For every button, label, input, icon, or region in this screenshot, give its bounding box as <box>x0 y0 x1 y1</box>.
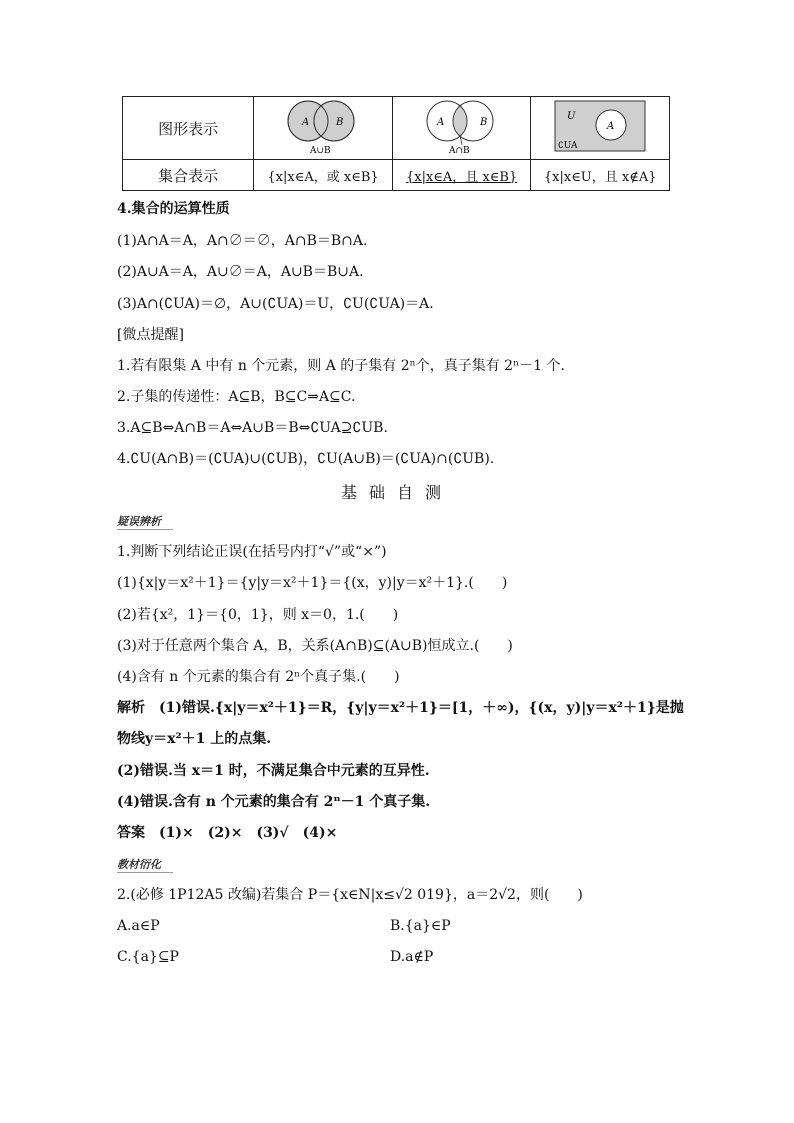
venn-intersection-label-b: B <box>479 117 487 128</box>
venn-intersection-cell <box>392 97 531 160</box>
option-b: B.{a}∈P <box>390 918 451 934</box>
section-tag-textbook: 教材衍化 <box>117 856 173 873</box>
venn-union-cell <box>254 97 393 160</box>
analysis-line-2: (2)错误.当 x＝1 时，不满足集合中元素的互异性. <box>117 763 430 779</box>
row-header-figure: 图形表示 <box>123 97 254 160</box>
tip-2: 2.子集的传递性：A⊆B，B⊆C⇒A⊆C. <box>117 389 356 405</box>
venn-intersection-label-a: A <box>436 117 444 128</box>
venn-complement-diagram <box>545 97 655 155</box>
analysis-line-3: (4)错误.含有 n 个元素的集合有 2ⁿ－1 个真子集. <box>117 794 431 810</box>
section-tag-misconceptions: 疑误辨析 <box>117 513 173 530</box>
property-line-2: (2)A∪A＝A，A∪∅＝A，A∪B＝B∪A. <box>117 264 364 280</box>
option-c: C.{a}⊆P <box>117 949 179 965</box>
set-operations-table <box>122 96 670 191</box>
tip-3: 3.A⊆B⇔A∩B＝A⇔A∪B＝B⇔∁UA⊇∁UB. <box>117 420 388 436</box>
venn-union-diagram <box>268 97 378 155</box>
venn-union-caption: A∪B <box>310 146 331 155</box>
analysis-line-1: 解析 (1)错误.{x|y＝x²＋1}＝R，{y|y＝x²＋1}＝[1，＋∞)，{(x，y)|y＝x²＋1}是抛 <box>117 700 684 716</box>
question-1-statement-4: (4)含有 n 个元素的集合有 2ⁿ个真子集.( ) <box>117 669 400 685</box>
tip-4: 4.∁U(A∩B)＝(∁UA)∪(∁UB)，∁U(A∪B)＝(∁UA)∩(∁UB). <box>117 451 495 467</box>
venn-complement-caption: ∁UA <box>558 141 578 151</box>
analysis-line-1b: 物线y＝x²＋1 上的点集. <box>117 731 272 747</box>
question-2-stem: 2.(必修 1P12A5 改编)若集合 P＝{x∈N|x≤√2 019}，a＝2√2，则( ) <box>117 887 583 903</box>
question-1-statement-3: (3)对于任意两个集合 A，B，关系(A∩B)⊆(A∪B)恒成立.( ) <box>117 638 513 654</box>
section-heading: 4.集合的运算性质 <box>117 201 230 217</box>
question-1-statement-1: (1){x|y＝x²＋1}＝{y|y＝x²＋1}＝{(x，y)|y＝x²＋1}.( ) <box>117 575 508 591</box>
tips-heading: [微点提醒] <box>117 327 184 343</box>
answer-line: 答案 (1)× (2)× (3)√ (4)× <box>117 825 338 841</box>
tip-1: 1.若有限集 A 中有 n 个元素，则 A 的子集有 2ⁿ个，真子集有 2ⁿ－1 个. <box>117 358 565 374</box>
question-1-stem: 1.判断下列结论正误(在括号内打“√”或“×”) <box>117 544 387 560</box>
self-test-title: 基础自测 <box>340 483 453 502</box>
venn-complement-label-u: U <box>567 111 576 122</box>
venn-intersection-caption: A∩B <box>448 146 470 155</box>
venn-union-label-a: A <box>302 117 310 128</box>
question-1-statement-2: (2)若{x²，1}＝{0，1}，则 x＝0，1.( ) <box>117 607 399 623</box>
venn-complement-label-a: A <box>607 121 615 132</box>
intersection-expression: {x|x∈A，且 x∈B} <box>392 160 531 191</box>
property-line-1: (1)A∩A＝A，A∩∅＝∅，A∩B＝B∩A. <box>117 233 368 249</box>
venn-complement-cell <box>531 97 670 160</box>
complement-expression: {x|x∈U，且 x∉A} <box>531 160 670 191</box>
venn-union-label-b: B <box>336 117 344 128</box>
row-header-set: 集合表示 <box>123 160 254 191</box>
venn-intersection-diagram <box>407 97 517 155</box>
property-line-3: (3)A∩(∁UA)＝∅，A∪(∁UA)＝U，∁U(∁UA)＝A. <box>117 296 434 312</box>
option-d: D.a∉P <box>390 949 434 965</box>
option-a: A.a∈P <box>117 918 160 934</box>
union-expression: {x|x∈A，或 x∈B} <box>254 160 393 191</box>
